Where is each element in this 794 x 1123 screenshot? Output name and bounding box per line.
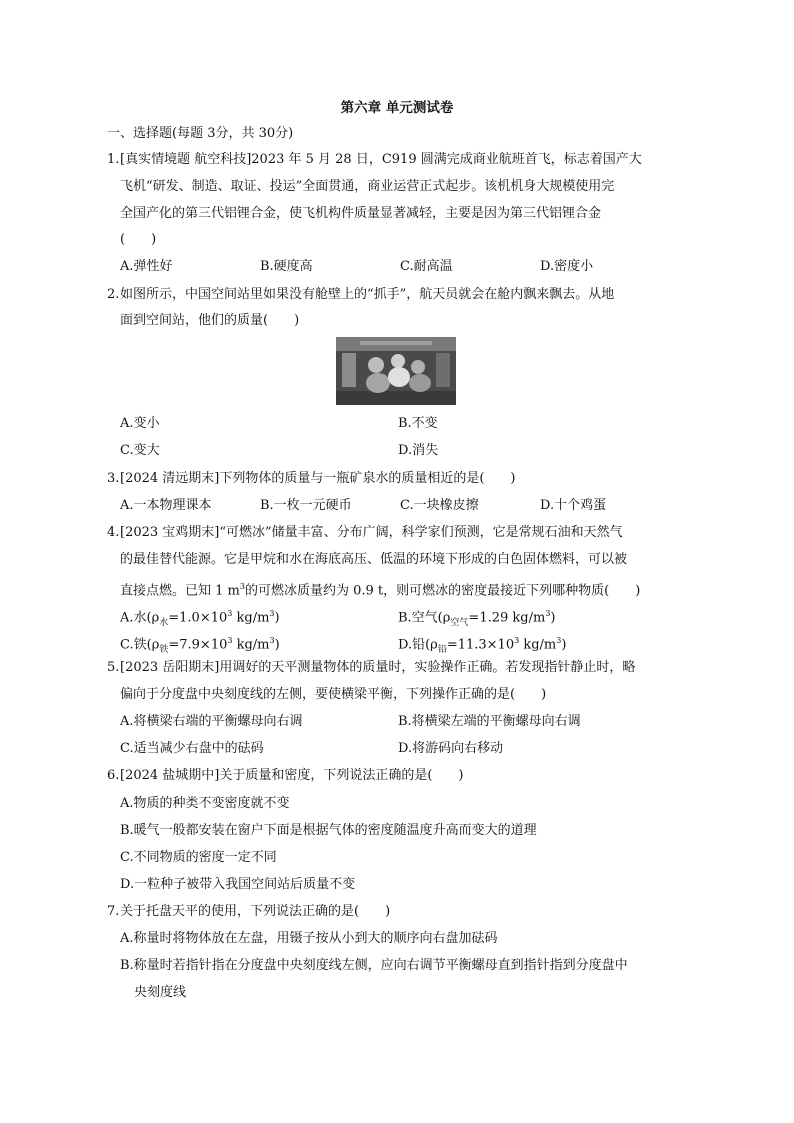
option-b-continued: 央刻度线: [134, 985, 187, 1000]
question-number: 1.: [107, 152, 120, 167]
question-text: 关于托盘天平的使用，下列说法正确的是( ): [120, 904, 391, 919]
question-text: [2023 岳阳期末]用调好的天平测量物体的质量时，实验操作正确。若发现指针静止时，略: [120, 660, 636, 675]
option-c[interactable]: C.铁($\rho_铁=7.9\times 10^3$ $kg/m^3$): [120, 636, 280, 655]
question-number: 4.: [107, 525, 120, 540]
question-text: 如图所示，中国空间站里如果没有舱壁上的“抓手”，航天员就会在舱内飘来飘去。从地: [120, 287, 615, 302]
option-d[interactable]: D.一粒种子被带入我国空间站后质量不变: [120, 877, 356, 892]
option-a[interactable]: A.称量时将物体放在左盘，用镊子按从小到大的顺序向右盘加砝码: [120, 931, 498, 946]
question-text: [2024 盐城期中]关于质量和密度，下列说法正确的是( ): [120, 768, 464, 783]
space-station-photo: [336, 337, 456, 405]
option-d[interactable]: D.将游码向右移动: [398, 741, 504, 756]
question-text: [真实情境题 航空科技]2023 年 5 月 28 日，C919 圆满完成商业航班首飞，标志着国产大: [120, 152, 642, 167]
option-b[interactable]: B.一枚一元硬币: [260, 498, 352, 513]
question-text: [2023 宝鸡期末]“可燃冰”储量丰富、分布广阔，科学家们预测，它是常规石油和天然气: [120, 525, 623, 540]
option-b[interactable]: B.将横梁左端的平衡螺母向右调: [398, 714, 581, 729]
option-d[interactable]: D.密度小: [540, 259, 594, 274]
option-c[interactable]: C.不同物质的密度一定不同: [120, 850, 277, 865]
astronauts-image: [336, 337, 456, 405]
question-text: 偏向于分度盘中央刻度线的左侧，要使横梁平衡，下列操作正确的是( ): [120, 687, 547, 702]
option-b[interactable]: B.不变: [398, 416, 438, 431]
option-c[interactable]: C.耐高温: [400, 259, 453, 274]
option-a[interactable]: A.将横梁右端的平衡螺母向右调: [120, 714, 303, 729]
option-a[interactable]: A.变小: [120, 416, 160, 431]
question-number: 6.: [107, 768, 120, 783]
question-number: 2.: [107, 287, 120, 302]
option-d[interactable]: D.消失: [398, 443, 439, 458]
option-b[interactable]: B.硬度高: [260, 259, 313, 274]
option-b[interactable]: B.暖气一般都安装在窗户下面是根据气体的密度随温度升高而变大的道理: [120, 823, 537, 838]
option-c[interactable]: C.适当减少右盘中的砝码: [120, 741, 264, 756]
option-a[interactable]: A.一本物理课本: [120, 498, 212, 513]
question-text: 直接点燃。已知 1 $m^3$的可燃冰质量约为 0.9 t，则可燃冰的密度最接近下列哪种物质( ): [120, 582, 641, 599]
option-a[interactable]: A.弹性好: [120, 259, 173, 274]
question-text: 面到空间站，他们的质量( ): [120, 313, 300, 328]
question-number: 5.: [107, 660, 120, 675]
answer-paren: ( ): [120, 232, 157, 247]
question-number: 3.: [107, 471, 120, 486]
question-text: [2024 清远期末]下列物体的质量与一瓶矿泉水的质量相近的是( ): [120, 471, 516, 486]
option-b[interactable]: B.称量时若指针指在分度盘中央刻度线左侧，应向右调节平衡螺母直到指针指到分度盘中: [120, 958, 628, 973]
option-d[interactable]: D.铅($\rho_铅=11.3\times 10^3$ $kg/m^3$): [398, 636, 567, 655]
question-number: 7.: [107, 904, 120, 919]
question-text: 全国产化的第三代铝锂合金，使飞机构件质量显著减轻，主要是因为第三代铝锂合金: [120, 206, 602, 221]
question-text: 的最佳替代能源。它是甲烷和水在海底高压、低温的环境下形成的白色固体燃料，可以被: [120, 552, 628, 567]
option-c[interactable]: C.变大: [120, 443, 160, 458]
page-title: 第六章 单元测试卷: [340, 100, 454, 116]
question-text: 飞机“研发、制造、取证、投运”全面贯通，商业运营正式起步。该机机身大规模使用完: [120, 179, 615, 194]
section-heading: 一、选择题(每题 3分，共 30分): [107, 126, 294, 141]
option-b[interactable]: B.空气($\rho_{空气}=1.29$ $kg/m^3$): [398, 609, 556, 628]
option-d[interactable]: D.十个鸡蛋: [540, 498, 607, 513]
option-a[interactable]: A.物质的种类不变密度就不变: [120, 796, 290, 811]
option-a[interactable]: A.水($\rho_水=1.0\times 10^3$ $kg/m^3$): [120, 609, 280, 628]
option-c[interactable]: C.一块橡皮擦: [400, 498, 479, 513]
